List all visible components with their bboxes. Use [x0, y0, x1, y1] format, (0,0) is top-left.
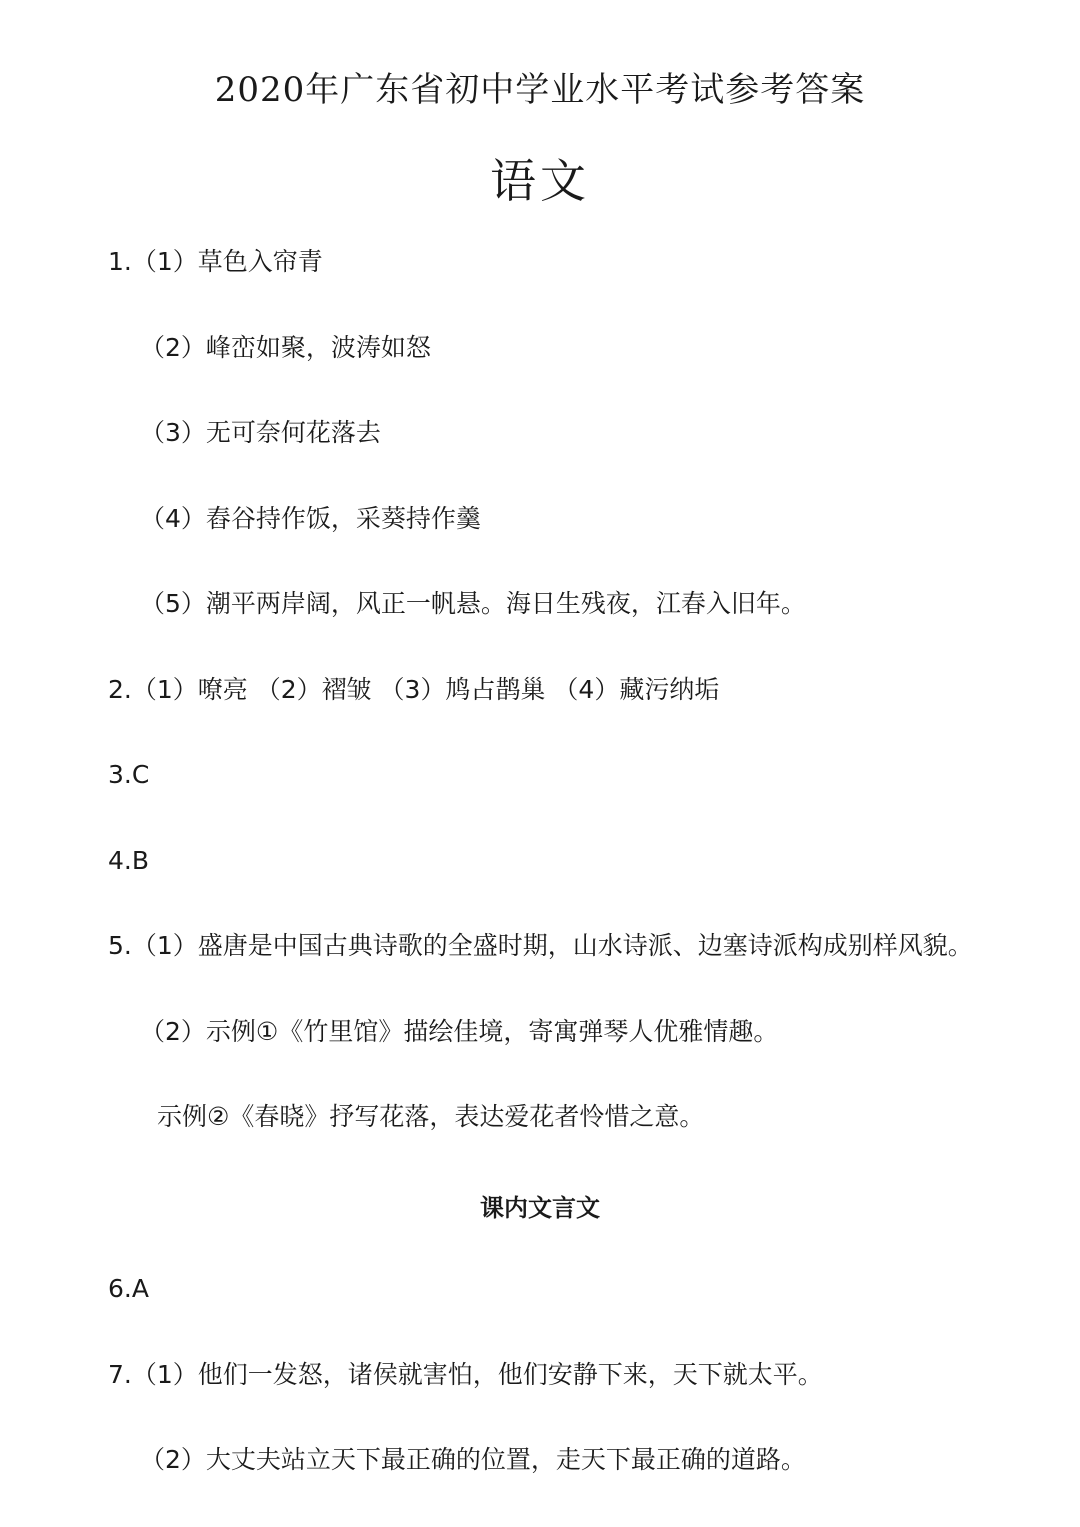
answer-2: 2.（1）嘹亮 （2）褶皱 （3）鸠占鹊巢 （4）藏污纳垢	[108, 675, 720, 704]
answer-1-5: （5）潮平两岸阔，风正一帆悬。海日生残夜，江春入旧年。	[140, 589, 806, 618]
document-title: 2020年广东省初中学业水平考试参考答案	[214, 70, 866, 110]
answer-3: 3.C	[108, 760, 150, 789]
subject-title: 语文	[490, 154, 590, 208]
answer-5-1: 5.（1）盛唐是中国古典诗歌的全盛时期，山水诗派、边塞诗派构成别样风貌。	[108, 931, 973, 960]
answer-7-1: 7.（1）他们一发怒，诸侯就害怕，他们安静下来，天下就太平。	[108, 1360, 823, 1389]
answer-5-3: 示例②《春晓》抒写花落，表达爱花者怜惜之意。	[157, 1102, 705, 1131]
answer-5-2: （2）示例①《竹里馆》描绘佳境，寄寓弹琴人优雅情趣。	[140, 1017, 779, 1046]
answer-1-1: 1.（1）草色入帘青	[108, 247, 323, 276]
answer-4: 4.B	[108, 846, 150, 875]
section-heading: 课内文言文	[480, 1194, 600, 1222]
answer-7-2: （2）大丈夫站立天下最正确的位置，走天下最正确的道路。	[140, 1445, 806, 1474]
answer-1-4: （4）舂谷持作饭，采葵持作羹	[140, 504, 481, 533]
answer-1-2: （2）峰峦如聚，波涛如怒	[140, 333, 431, 362]
answer-6: 6.A	[108, 1274, 149, 1303]
answer-1-3: （3）无可奈何花落去	[140, 418, 381, 447]
